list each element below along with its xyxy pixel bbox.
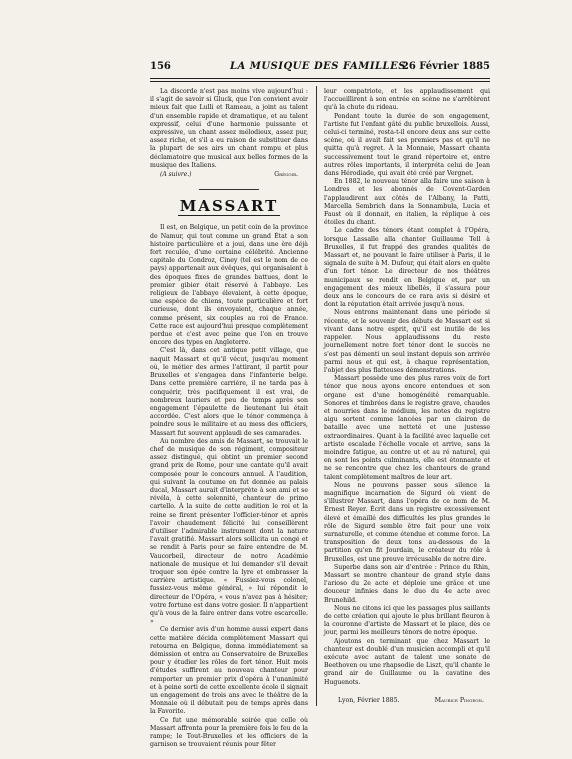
- article-paragraph: Il est, en Belgique, un petit coin de la province de Namur, qui tout comme un grand État a son histoire particulière et a joui, dans une ère déjà fort reculée, d'une certaine célébrité. Ancienne capitale du Condroz, Ciney (tel est le nom de ce pays) appartenait aux évêques, qui organisaient à des époques fixes de grandes battues, dont le premier gibier était réservé à l'abbaye. Les religieux de l'abbaye élevaient, à cette époque, une espèce de chiens, toute particulière et fort curieuse, dont ils envoyaient, chaque année, comme présent, six couples au roi de France. Cette race est aujourd'hui presque complètement perdue et c'est avec peine que l'on en trouve encore des types en Angleterre.: [150, 224, 308, 347]
- journal-title: LA MUSIQUE DES FAMILLES: [230, 61, 406, 72]
- article-paragraph: En 1882, le nouveau ténor alla faire une saison à Londres et les abonnés de Covent-Garden l'applaudirent aux côtés de l'Albany, la Patti, Marcella Sembrich dans la Sonnambula, Lucia et Faust où il donnait, en italien, la réplique à ces étoiles du chant.: [324, 178, 490, 227]
- section-separator: [199, 189, 259, 190]
- article-paragraph: Massart possède une des plus rares voix de fort ténor que nous ayons encore entendues et son organe est d'une homogénéité remarquable. Sonores et timbrées dans le registre grave, chaudes et nourries dans le médium, les notes du registre aigu sortent comme lancées par un clairon de bataille avec une netteté et une justesse extraordinaires. Quant à la facilité avec laquelle cet artiste escalade l'échelle vocale et arrive, sans la moindre fatigue, au contre ut et au ré naturel, qui en sont les points culminants, elle est étonnante et ne se rencontre que chez les chanteurs de grand talent complètement maîtres de leur art.: [324, 375, 490, 481]
- article-paragraph: Ajoutons en terminant que chez Massart le chanteur est doublé d'un musicien accompli et qu'il exécute avec autant de talent une sonate de Beethoven ou une rhapsodie de Liszt, qu'il chante le grand air de Guillaume ou la cavatine des Huguenots.: [324, 637, 490, 686]
- previous-author: Grégoir.: [274, 171, 298, 179]
- article-closing: [324, 697, 490, 709]
- article-author: Maurice Pingeon.: [434, 696, 484, 704]
- article-paragraph: Nous ne citons ici que les passages plus saillants de cette création qui ajoute le plus brillant fleuron à la couronne d'artiste de Massart et le place, dès ce jour, parmi les meilleurs ténors de notre époque.: [324, 604, 490, 637]
- article-paragraph: Pendant toute la durée de son engagement, l'artiste fut l'enfant gâté du public bruxellois. Aussi, celui-ci terminé, resta-t-il encore deux ans sur cette scène, où il avait fait ses premiers pas et qu'il ne quitta qu'à regret. À la Monnaie, Massart chanta successivement tout le grand répertoire et, entre autres rôles importants, il interpréta celui de Jean dans Hérodiade, qui avait été créé par Vergnet.: [324, 112, 490, 178]
- intro-paragraph: La discorde n'est pas moins vive aujourd'hui : il s'agit de savoir si Gluck, que l'on convient avoir mieux fait que Lulli et Rameau, a joint au talent d'un ensemble rapide et dramatique, et au talent expressif, celui d'une harmonie puissante et expressive, un chant assez mélodieux, assez pur, assez riche, et s'il a eu raison de substituer dans la plupart de ses airs un chant rompu et plus déclamatoire que musical aux belles formes de la musique des Italiens.: [150, 88, 308, 169]
- article-paragraph: Ce fut une mémorable soirée que celle où Massart affronta pour la première fois le feu de la rampe; le Tout-Bruxelles et les officiers de la garnison se trouvaient réunis pour fêter: [150, 716, 308, 749]
- page-header: [150, 61, 490, 75]
- right-column: [324, 88, 490, 709]
- left-column: [150, 88, 308, 749]
- article-paragraph: leur compatriote, et les applaudissement qui l'accueillirent à son entrée en scène ne s'arrêtèrent qu'à la chute du rideau.: [324, 88, 490, 112]
- article-paragraph: Nous entrons maintenant dans une période si récente, et le souvenir des débuts de Massart est si vivant dans notre esprit, qu'il est inutile de les rappeler. Nous applaudissons du reste journellement notre fort ténor dont le succès ne s'est pas démenti un seul instant depuis son arrivée parmi nous et qui est, à chaque représentation, l'objet des plus flatteuses démonstrations.: [324, 309, 490, 374]
- closing-place-date: Lyon, Février 1885.: [338, 696, 400, 704]
- issue-date: 26 Février 1885: [401, 61, 490, 72]
- article-paragraph: C'est là, dans cet antique petit village, que naquit Massart et qu'il vécut, jusqu'au moment où, le métier des armes l'attirant, il partit pour Bruxelles et s'engagea dans l'infanterie belge. Dans cette première carrière, il ne tarda pas à conquérir, très pacifiquement il est vrai, de nombreux lauriers et peu de temps après son engagement l'épaulette de lieutenant lui était accordée. C'est alors que le ténor commença à poindre sous le militaire et au mess des officiers, Massart fut souvent applaudi de ses camarades.: [150, 347, 308, 437]
- article-paragraph: Ce dernier avis d'un homme aussi expert dans cette matière décida complètement Massart qui retourna en Belgique, donna immédiatement sa démission et entra au Conservatoire de Bruxelles pour y étudier les rôles de fort ténor. Huit mois d'études suffirent au nouveau chanteur pour remporter un premier prix d'opéra à l'unanimité et à peine sorti de cette excellente école il signait un engagement de trois ans avec le théâtre de la Monnaie où il débutait peu de temps après dans la Favorite.: [150, 626, 308, 716]
- headline-text: MASSART: [179, 197, 279, 216]
- header-rule: [150, 78, 490, 82]
- article-paragraph: Au nombre des amis de Massart, se trouvait le chef de musique de son régiment, compositeur assez distingué, qui obtint un premier second grand prix de Rome, pour une cantate qu'il avait composée pour le concours annuel. À l'audition, qui suivant la coutume en fut donnée au palais ducal, Massart aurait d'interprète à son ami et se révéla, à cette solennité, chanteur de primo cartello. À la suite de cette audition le roi et la reine se firent présenter l'officier-ténor et après l'avoir chaudement félicité lui conseillèrent d'utiliser l'admirable instrument dont la nature l'avait gratifié. Massart alors sollicita un congé et se rendit à Paris pour se faire entendre de M. Vaucorbeil, directeur de notre Académie nationale de musique et lui demander s'il devait troquer son épée contre la lyre et embrasser la carrière artistique. « Fussiez-vous colonel, fussiez-vous même général, » lui répondit le directeur de l'Opéra, « vous n'avez pas à hésiter; votre fortune est dans votre gosier. Il n'appartient qu'à vous de la faire entrer dans votre escarcelle. »: [150, 437, 308, 626]
- article-paragraph: Nous ne pouvons passer sous silence la magnifique incarnation de Sigurd où vient de s'illustrer Massart, dans l'opéra de ce nom de M. Ernest Reyer. Écrit dans un registre excessivement élevé et émaillé des difficultés les plus grandes le rôle de Sigurd semble être fait pour une voix surnaturelle, et comme étendue et comme force. La transposition de deux tons au-dessous de la partition qu'en fit Jourdain, le créateur du rôle à Bruxelles, est une preuve irrécusable de notre dire.: [324, 481, 490, 563]
- to-continue-note: (A suivre.): [160, 171, 192, 179]
- page-number: 156: [150, 61, 171, 72]
- article-paragraph: Superbe dans son air d'entrée : Prince du Rhin, Massart se montre chanteur de grand style dans l'arioso du 2e acte et déploie une grâce et une douceur infinies dans le duo du 4e acte avec Brunehild.: [324, 563, 490, 604]
- article-headline: [150, 197, 308, 216]
- previous-article-signature: [150, 171, 308, 179]
- article-paragraph: Le cadre des ténors étant complet à l'Opéra, lorsque Lassalle alla chanter Guillaume Tell à Bruxelles, il fut frappé des grandes qualités de Massart et, ne pouvant le faire utiliser à Paris, il le signala de suite à M. Dufour, qui était alors en quête d'un fort ténor. Le directeur de nos théâtres municipaux se rendit en Belgique et, par un engagement des mieux libellés, il s'assura pour deux ans le concours de ce rara avis si désiré et dont la réputation était arrivée jusqu'à nous.: [324, 227, 490, 309]
- column-divider: [316, 86, 317, 706]
